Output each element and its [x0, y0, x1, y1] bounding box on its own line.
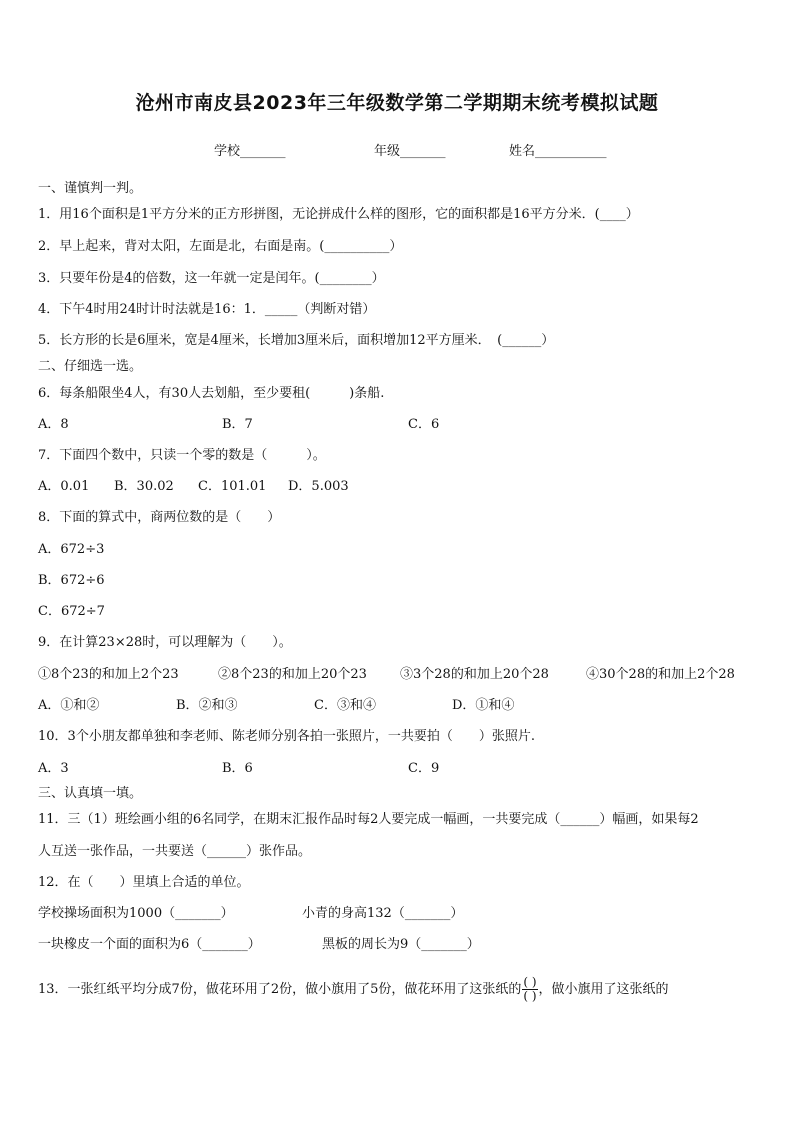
- school-field: 学校_______: [214, 144, 286, 159]
- question-11-line-2: 人互送一张作品，一共要送（______）张作品。: [38, 844, 312, 859]
- q9-item-3: ③3个28的和加上20个28: [400, 667, 549, 682]
- q10-option-c: C．9: [408, 761, 440, 776]
- question-11-line-1: 11．三（1）班绘画小组的6名同学，在期末汇报作品时每2人要完成一幅画，一共要完成（______）幅画，如果每2: [38, 812, 699, 827]
- q7-option-a: A．0.01: [38, 479, 90, 494]
- q12-item-4: 黑板的周长为9（_______）: [322, 937, 480, 952]
- q9-option-c: C．③和④: [314, 698, 376, 713]
- q7-option-d: D．5.003: [288, 479, 349, 494]
- question-1: 1．用16个面积是1平方分米的正方形拼图，无论拼成什么样的图形，它的面积都是16平方分米．(____）: [38, 207, 639, 222]
- question-10: 10．3个小朋友都单独和李老师、陈老师分别各拍一张照片，一共要拍（ ）张照片.: [38, 729, 535, 744]
- q7-option-c: C．101.01: [198, 479, 267, 494]
- q13-text-end: ，做小旗用了这张纸的: [538, 982, 669, 997]
- q10-option-a: A．3: [38, 761, 69, 776]
- q10-option-b: B．6: [222, 761, 253, 776]
- q6-option-b: B．7: [222, 417, 253, 432]
- q9-item-4: ④30个28的和加上2个28: [586, 667, 735, 682]
- question-9: 9．在计算23×28时，可以理解为（ ）。: [38, 635, 292, 650]
- q13-fraction-numerator: ( ): [523, 975, 537, 989]
- grade-field: 年级_______: [374, 144, 446, 159]
- q12-item-2: 小青的身高132（_______）: [302, 906, 464, 921]
- question-12: 12．在（ ）里填上合适的单位。: [38, 875, 250, 890]
- question-7: 7．下面四个数中，只读一个零的数是（ ）。: [38, 448, 326, 463]
- name-field: 姓名___________: [509, 144, 607, 159]
- q9-option-b: B．②和③: [176, 698, 238, 713]
- question-2: 2．早上起来，背对太阳，左面是北，右面是南。(__________）: [38, 239, 403, 254]
- q6-option-c: C．6: [408, 417, 440, 432]
- section-heading-choose: 二、仔细选一选。: [38, 359, 143, 374]
- q8-option-b: B．672÷6: [38, 573, 105, 588]
- exam-title: 沧州市南皮县2023年三年级数学第二学期期末统考模拟试题: [135, 92, 659, 114]
- q8-option-a: A．672÷3: [38, 542, 105, 557]
- question-4: 4．下午4时用24时计时法就是16：1．_____（判断对错）: [38, 302, 376, 317]
- q13-fraction: [522, 976, 537, 1003]
- section-heading-judge: 一、谨慎判一判。: [38, 181, 143, 196]
- q7-option-b: B．30.02: [114, 479, 174, 494]
- q12-item-1: 学校操场面积为1000（_______）: [38, 906, 234, 921]
- q12-item-3: 一块橡皮一个面的面积为6（_______）: [38, 937, 261, 952]
- q13-fraction-denominator: ( ): [523, 989, 537, 1003]
- q8-option-c: C．672÷7: [38, 604, 105, 619]
- q9-item-1: ①8个23的和加上2个23: [38, 667, 179, 682]
- q6-option-a: A．8: [38, 417, 69, 432]
- question-3: 3．只要年份是4的倍数，这一年就一定是闰年。(________）: [38, 271, 385, 286]
- section-heading-fill: 三、认真填一填。: [38, 786, 143, 801]
- q9-option-a: A．①和②: [38, 698, 100, 713]
- q9-option-d: D．①和④: [452, 698, 515, 713]
- question-8: 8．下面的算式中，商两位数的是（ ）: [38, 510, 281, 525]
- q13-text-start: 13．一张红纸平均分成7份，做花环用了2份，做小旗用了5份，做花环用了这张纸的: [38, 982, 522, 997]
- q9-item-2: ②8个23的和加上20个23: [218, 667, 367, 682]
- question-6: 6．每条船限坐4人，有30人去划船，至少要租( )条船.: [38, 386, 385, 401]
- question-13: [38, 976, 669, 1004]
- question-5: 5．长方形的长是6厘米，宽是4厘米，长增加3厘米后，面积增加12平方厘米． (______）: [38, 333, 555, 348]
